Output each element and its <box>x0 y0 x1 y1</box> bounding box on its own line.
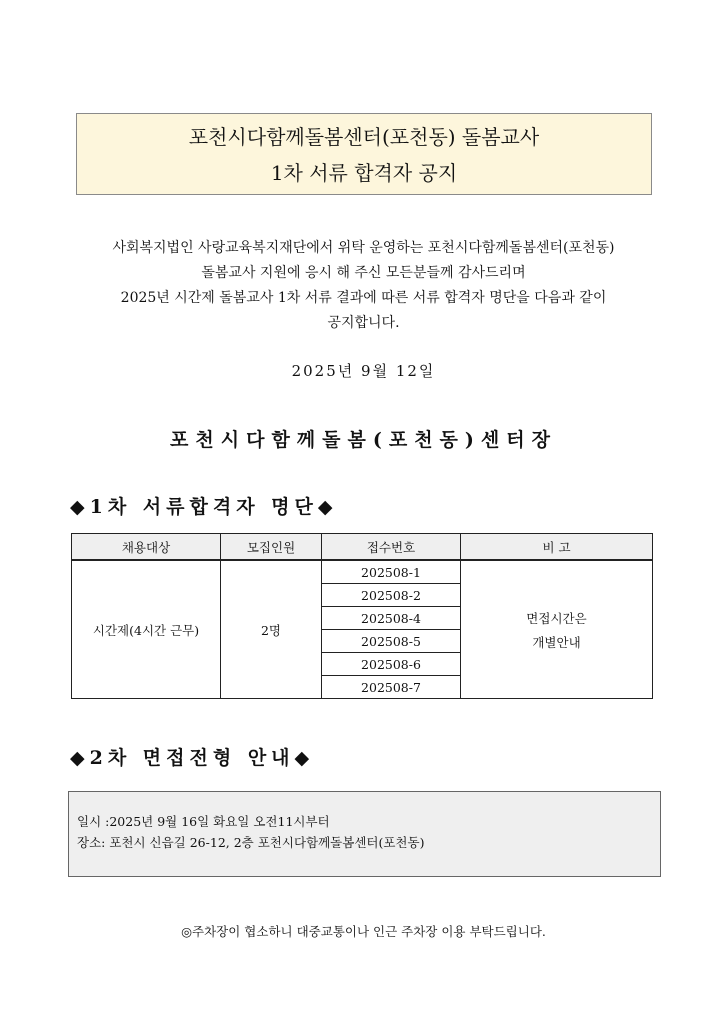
title-line-1: 포천시다함께돌봄센터(포천동) 돌봄교사 <box>188 125 540 149</box>
header-count: 모집인원 <box>221 534 322 561</box>
title-line-2: 1차 서류 합격자 공지 <box>270 161 458 185</box>
notice-date: 2025년 9월 12일 <box>291 362 436 380</box>
intro-line-3: 2025년 시간제 돌봄교사 1차 서류 결과에 따른 서류 합격자 명단을 다음과 같이 <box>120 290 607 306</box>
interview-location: 장소: 포천시 신읍길 26-12, 2층 포천시다함께돌봄센터(포천동) <box>77 835 425 850</box>
number-cell: 202508-1 <box>322 560 461 584</box>
intro-line-1: 사회복지법인 사랑교육복지재단에서 위탁 운영하는 포천시다함께돌봄센터(포천동) <box>112 240 615 256</box>
header-remark: 비 고 <box>461 534 653 561</box>
number-cell: 202508-7 <box>322 676 461 699</box>
intro-line-2: 돌봄교사 지원에 응시 해 주신 모든분들께 감사드리며 <box>201 265 526 281</box>
intro-line-4: 공지합니다. <box>327 315 400 331</box>
table-header-row <box>72 534 653 561</box>
header-position: 채용대상 <box>72 534 221 561</box>
intro-paragraph <box>40 236 687 336</box>
applicant-table <box>71 533 653 699</box>
job-cell: 시간제(4시간 근무) <box>72 560 221 699</box>
table-row <box>72 560 653 584</box>
number-cell: 202508-2 <box>322 584 461 607</box>
section-1-heading: ◆1차 서류합격자 명단◆ <box>70 496 338 518</box>
count-cell: 2명 <box>221 560 322 699</box>
interview-notice-box <box>68 791 661 877</box>
header-number: 접수번호 <box>322 534 461 561</box>
signer: 포천시다함께돌봄(포천동)센터장 <box>170 429 557 451</box>
number-cell: 202508-4 <box>322 607 461 630</box>
remark-line-2: 개별안내 <box>532 634 581 650</box>
interview-datetime: 일시 :2025년 9월 16일 화요일 오전11시부터 <box>77 814 330 829</box>
number-cell: 202508-6 <box>322 653 461 676</box>
remark-cell <box>461 560 653 699</box>
number-cell: 202508-5 <box>322 630 461 653</box>
parking-note: ◎주차장이 협소하니 대중교통이나 인근 주차장 이용 부탁드립니다. <box>181 924 546 939</box>
title-box <box>76 113 652 195</box>
section-2-heading: ◆2차 면접전형 안내◆ <box>70 747 315 769</box>
remark-line-1: 면접시간은 <box>526 610 587 626</box>
